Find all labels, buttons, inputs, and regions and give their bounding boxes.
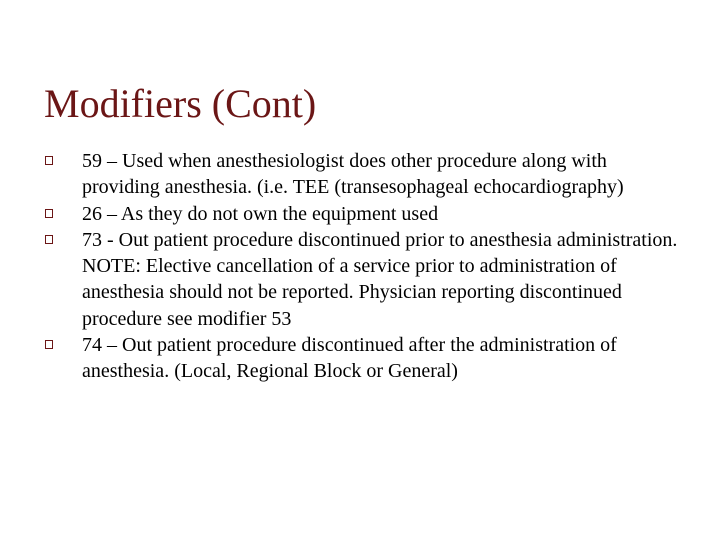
bullet-item-26 bbox=[44, 201, 684, 227]
bullet-text: 59 – Used when anesthesiologist does other procedure along with providing anesthesia. (i.e. TEE (transesophageal echocardiography) bbox=[82, 150, 624, 199]
bullet-text: 73 - Out patient procedure discontinued prior to anesthesia administration. NOTE: Elective cancellation of a service prior to administration of anesthesia should not be reported. Physician reporting discontinued procedure see modifier 53 bbox=[82, 228, 678, 330]
bullet-text: 26 – As they do not own the equipment used bbox=[82, 202, 439, 225]
bullet-text: 74 – Out patient procedure discontinued after the administration of anesthesia. (Local, Regional Block or General) bbox=[82, 334, 617, 383]
bullet-list bbox=[44, 148, 684, 385]
slide-title: Modifiers (Cont) bbox=[44, 81, 317, 126]
bullet-item-59 bbox=[44, 148, 684, 201]
bullet-item-73 bbox=[44, 227, 684, 332]
hollow-square-icon bbox=[45, 209, 53, 218]
bullet-item-74 bbox=[44, 332, 684, 385]
hollow-square-icon bbox=[45, 156, 53, 165]
hollow-square-icon bbox=[45, 340, 53, 349]
hollow-square-icon bbox=[45, 235, 53, 244]
